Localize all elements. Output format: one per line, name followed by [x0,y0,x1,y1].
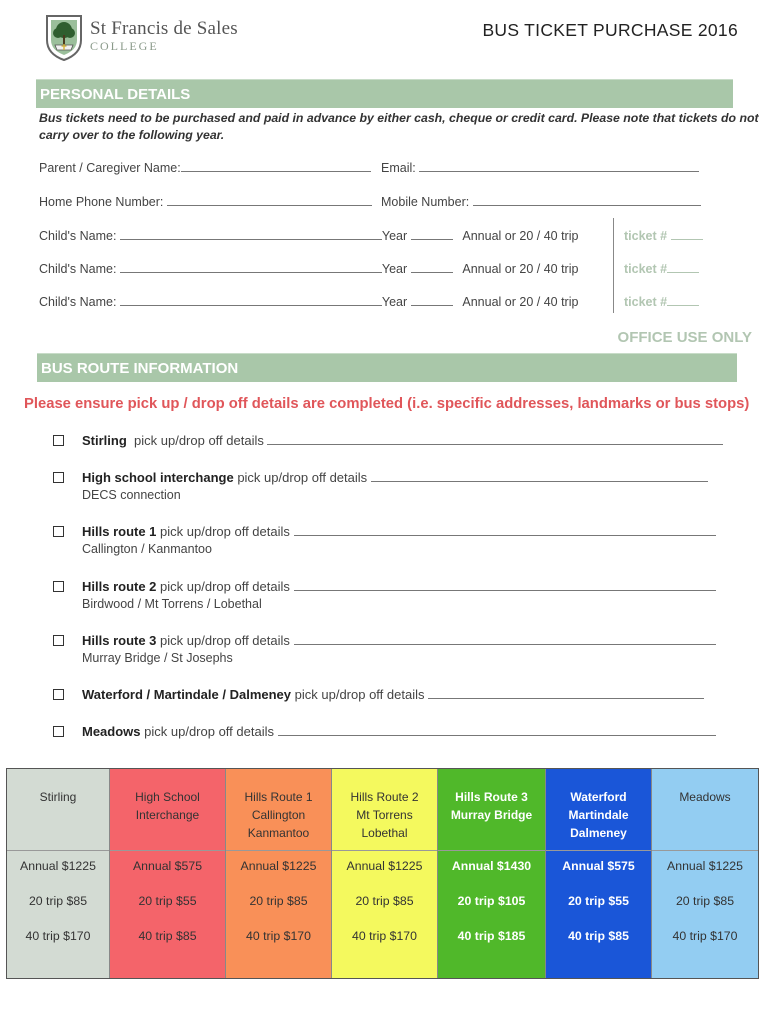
price-annual: Annual $1225 [346,859,423,873]
email-label: Email: [381,161,416,175]
route-heading-line: Interchange [135,808,200,822]
personal-details-header: PERSONAL DETAILS [36,79,733,108]
email-field[interactable] [381,161,699,175]
route-hills-3[interactable]: Hills route 3 pick up/drop off details Murray Bridge / St Josephs [53,633,716,648]
crest-icon [44,10,84,62]
price-column [110,769,226,978]
price-t20: 20 trip $105 [457,894,526,908]
price-annual: Annual $575 [132,859,203,873]
price-column [546,769,652,978]
school-subtitle: COLLEGE [90,39,159,53]
price-t40: 40 trip $170 [352,929,417,943]
mobile-field[interactable] [381,195,701,209]
route-notice: Please ensure pick up / drop off details are completed (i.e. specific addresses, landmarks or bus stops) [24,396,750,412]
route-heading-line: Callington [251,808,306,822]
checkbox[interactable] [53,581,64,592]
price-t20: 20 trip $85 [249,894,308,908]
route-heading-line: Murray Bridge [450,808,533,822]
route-heading [546,788,651,842]
price-annual: Annual $575 [562,859,635,873]
price-annual: Annual $1430 [451,859,532,873]
school-name: St Francis de Sales [90,18,238,39]
checkbox[interactable] [53,435,64,446]
route-heading [226,788,331,842]
price-column [7,769,110,978]
route-hills-1[interactable]: Hills route 1 pick up/drop off details Callington / Kanmantoo [53,524,716,539]
child-name-label: Child's Name: [39,295,117,309]
route-heading-line: Kanmantoo [247,826,310,840]
route-heading-line: Hills Route 2 [350,790,419,804]
route-meadows[interactable]: Meadows pick up/drop off details [53,724,716,739]
price-t40: 40 trip $170 [672,929,738,943]
ticket-number-2[interactable]: ticket # [624,262,699,276]
price-t40: 40 trip $185 [457,929,526,943]
route-heading-line: Lobethal [361,826,408,840]
trip-label: Annual or 20 / 40 trip [462,229,579,243]
route-heading [7,788,109,806]
route-heading-line: Stirling [39,790,77,804]
ticket-number-1[interactable]: ticket # [624,229,703,243]
price-column [332,769,438,978]
ticket-number-3[interactable]: ticket # [624,295,699,309]
bus-route-header: BUS ROUTE INFORMATION [37,353,737,382]
checkbox[interactable] [53,526,64,537]
child-name-label: Child's Name: [39,262,117,276]
price-t40: 40 trip $170 [25,929,91,943]
home-phone-label: Home Phone Number: [39,195,164,209]
child-name-field-1[interactable] [39,229,578,243]
route-heading [110,788,225,824]
year-label: Year [381,262,408,276]
document-title: BUS TICKET PURCHASE 2016 [482,20,738,40]
price-t20: 20 trip $55 [138,894,197,908]
checkbox[interactable] [53,635,64,646]
route-heading-line: Mt Torrens [356,808,413,822]
route-sub: DECS connection [82,488,181,502]
price-t40: 40 trip $170 [246,929,311,943]
school-logo [44,10,238,62]
route-sub: Murray Bridge / St Josephs [82,651,233,665]
route-heading-line: Dalmeney [570,826,627,840]
price-t40: 40 trip $85 [138,929,197,943]
price-annual: Annual $1225 [240,859,317,873]
route-heading [438,788,545,824]
price-t20: 20 trip $85 [28,894,88,908]
intro-text: Bus tickets need to be purchased and paid in advance by either cash, cheque or credit card. Please note that tickets do not carry over to the following year. [39,111,759,142]
office-divider [613,218,614,313]
price-t20: 20 trip $85 [675,894,735,908]
route-heading-line: Martindale [568,808,629,822]
price-annual: Annual $1225 [667,859,743,873]
checkbox[interactable] [53,726,64,737]
route-sub: Callington / Kanmantoo [82,542,212,556]
checkbox[interactable] [53,472,64,483]
price-t20: 20 trip $55 [568,894,629,908]
route-heading-line: Waterford [570,790,627,804]
year-label: Year [381,229,408,243]
parent-name-label: Parent / Caregiver Name: [39,161,181,175]
route-waterford[interactable]: Waterford / Martindale / Dalmeney pick up/drop off details [53,687,704,702]
route-stirling[interactable]: Stirling pick up/drop off details [53,433,723,448]
route-heading [652,788,758,806]
route-heading-line: Meadows [679,790,731,804]
price-column [438,769,546,978]
parent-name-field[interactable] [39,161,371,175]
child-name-field-2[interactable] [39,262,578,276]
child-name-field-3[interactable] [39,295,578,309]
route-high-school-interchange[interactable]: High school interchange pick up/drop off details DECS connection [53,470,708,485]
mobile-label: Mobile Number: [381,195,470,209]
price-t20: 20 trip $85 [355,894,414,908]
route-heading [332,788,437,842]
office-use-label: OFFICE USE ONLY [617,329,752,346]
price-t40: 40 trip $85 [568,929,629,943]
route-heading-line: Hills Route 1 [244,790,313,804]
home-phone-field[interactable] [39,195,372,209]
child-name-label: Child's Name: [39,229,117,243]
route-heading-line: High School [135,790,200,804]
price-table [6,768,759,979]
route-sub: Birdwood / Mt Torrens / Lobethal [82,597,262,611]
trip-label: Annual or 20 / 40 trip [462,295,579,309]
checkbox[interactable] [53,689,64,700]
price-column [226,769,332,978]
price-column [652,769,758,978]
route-heading-line: Hills Route 3 [455,790,528,804]
price-annual: Annual $1225 [20,859,96,873]
year-label: Year [381,295,408,309]
route-hills-2[interactable]: Hills route 2 pick up/drop off details Birdwood / Mt Torrens / Lobethal [53,579,716,594]
trip-label: Annual or 20 / 40 trip [462,262,579,276]
